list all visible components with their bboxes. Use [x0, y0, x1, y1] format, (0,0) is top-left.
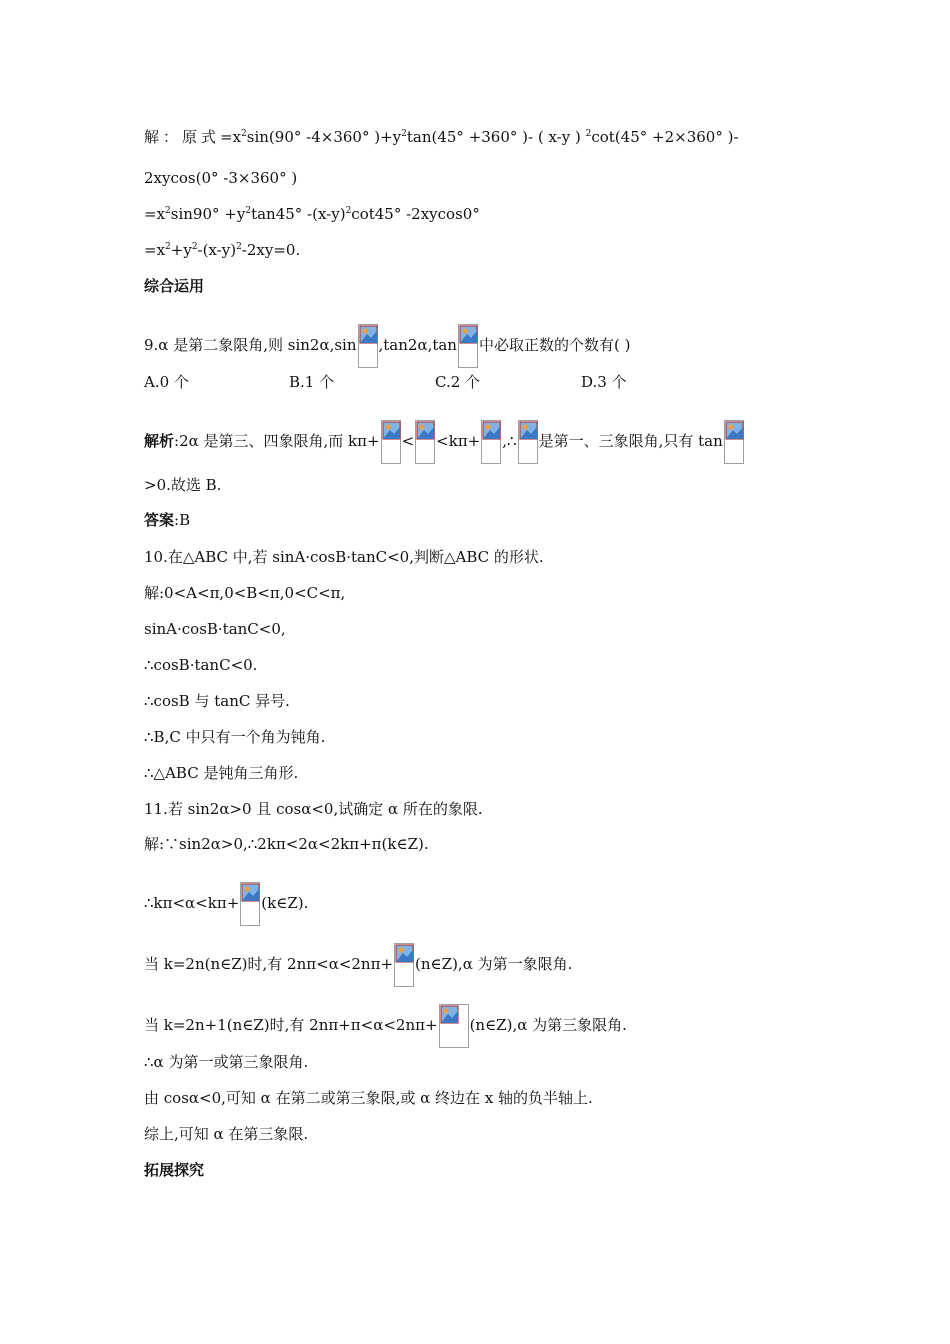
- q10-step-1: 解:0<A<π,0<B<π,0<C<π,: [144, 584, 346, 602]
- q10-step-6: ∴△ABC 是钝角三角形.: [144, 764, 299, 782]
- q11-step-2: ∴kπ<α<kπ+ (k∈Z).: [144, 882, 308, 926]
- option-a: A.0 个: [144, 373, 189, 391]
- q10-step-4: ∴cosB 与 tanC 异号.: [144, 692, 290, 710]
- q11-step-1: 解:∵sin2α>0,∴2kπ<2α<2kπ+π(k∈Z).: [144, 835, 429, 853]
- q10-step-2: sinA·cosB·tanC<0,: [144, 620, 286, 638]
- broken-image-icon: [394, 943, 414, 987]
- broken-image-icon: [458, 324, 478, 368]
- broken-image-icon: [415, 420, 435, 464]
- option-d: D.3 个: [581, 373, 627, 391]
- question-11: 11.若 sin2α>0 且 cosα<0,试确定 α 所在的象限.: [144, 800, 483, 818]
- broken-image-icon: [481, 420, 501, 464]
- broken-image-icon: [240, 882, 260, 926]
- section-heading-tuozhan: 拓展探究: [144, 1161, 205, 1179]
- question-9: 9.α 是第二象限角,则 sin2α,sin ,tan2α,tan 中必取正数的个数有( ): [144, 324, 630, 368]
- q10-step-3: ∴cosB·tanC<0.: [144, 656, 258, 674]
- analysis-conclusion: >0.故选 B.: [144, 476, 222, 494]
- section-heading-zonghe: 综合运用: [144, 277, 205, 295]
- solution-line-1: 解：原式$=x^2\sin(90^\circ$ -4×360° )$+y^2\tan(45^\circ +360^\circ$ )- ( x-y ) $^2$cot(45° +2×360° )-: [144, 128, 739, 146]
- solution-line-4: $=x^2+y^2-(x-y)^2-2xy=0$.: [144, 241, 301, 259]
- broken-image-icon: [381, 420, 401, 464]
- solution-line-3: $=x^2\sin 90^\circ +y^2\tan 45^\circ$ $-(x-y)^2\cot 45^\circ$ -2xycos0°: [144, 205, 480, 223]
- option-c: C.2 个: [435, 373, 481, 391]
- option-b: B.1 个: [289, 373, 335, 391]
- analysis-line: 解析:2α 是第三、四象限角,而 kπ+ < <kπ+ ,∴ 是第一、三象限角,只有 tan: [144, 420, 745, 464]
- solution-line-2: 2xycos(0° -3×360° ): [144, 169, 298, 187]
- broken-image-icon: [518, 420, 538, 464]
- q11-step-5: ∴α 为第一或第三象限角.: [144, 1053, 309, 1071]
- broken-image-icon: [439, 1004, 469, 1048]
- broken-image-icon: [358, 324, 378, 368]
- q11-step-4: 当 k=2n+1(n∈Z)时,有 2nπ+π<α<2nπ+ (n∈Z),α 为第三象限角.: [144, 1004, 627, 1048]
- q11-step-3: 当 k=2n(n∈Z)时,有 2nπ<α<2nπ+ (n∈Z),α 为第一象限角.: [144, 943, 572, 987]
- answer-line: 答案:B: [144, 511, 191, 529]
- q11-step-6: 由 cosα<0,可知 α 在第二或第三象限,或 α 终边在 x 轴的负半轴上.: [144, 1089, 593, 1107]
- q11-step-7: 综上,可知 α 在第三象限.: [144, 1125, 309, 1143]
- broken-image-icon: [724, 420, 744, 464]
- question-10: 10.在△ABC 中,若 sinA·cosB·tanC<0,判断△ABC 的形状.: [144, 548, 544, 566]
- q10-step-5: ∴B,C 中只有一个角为钝角.: [144, 728, 326, 746]
